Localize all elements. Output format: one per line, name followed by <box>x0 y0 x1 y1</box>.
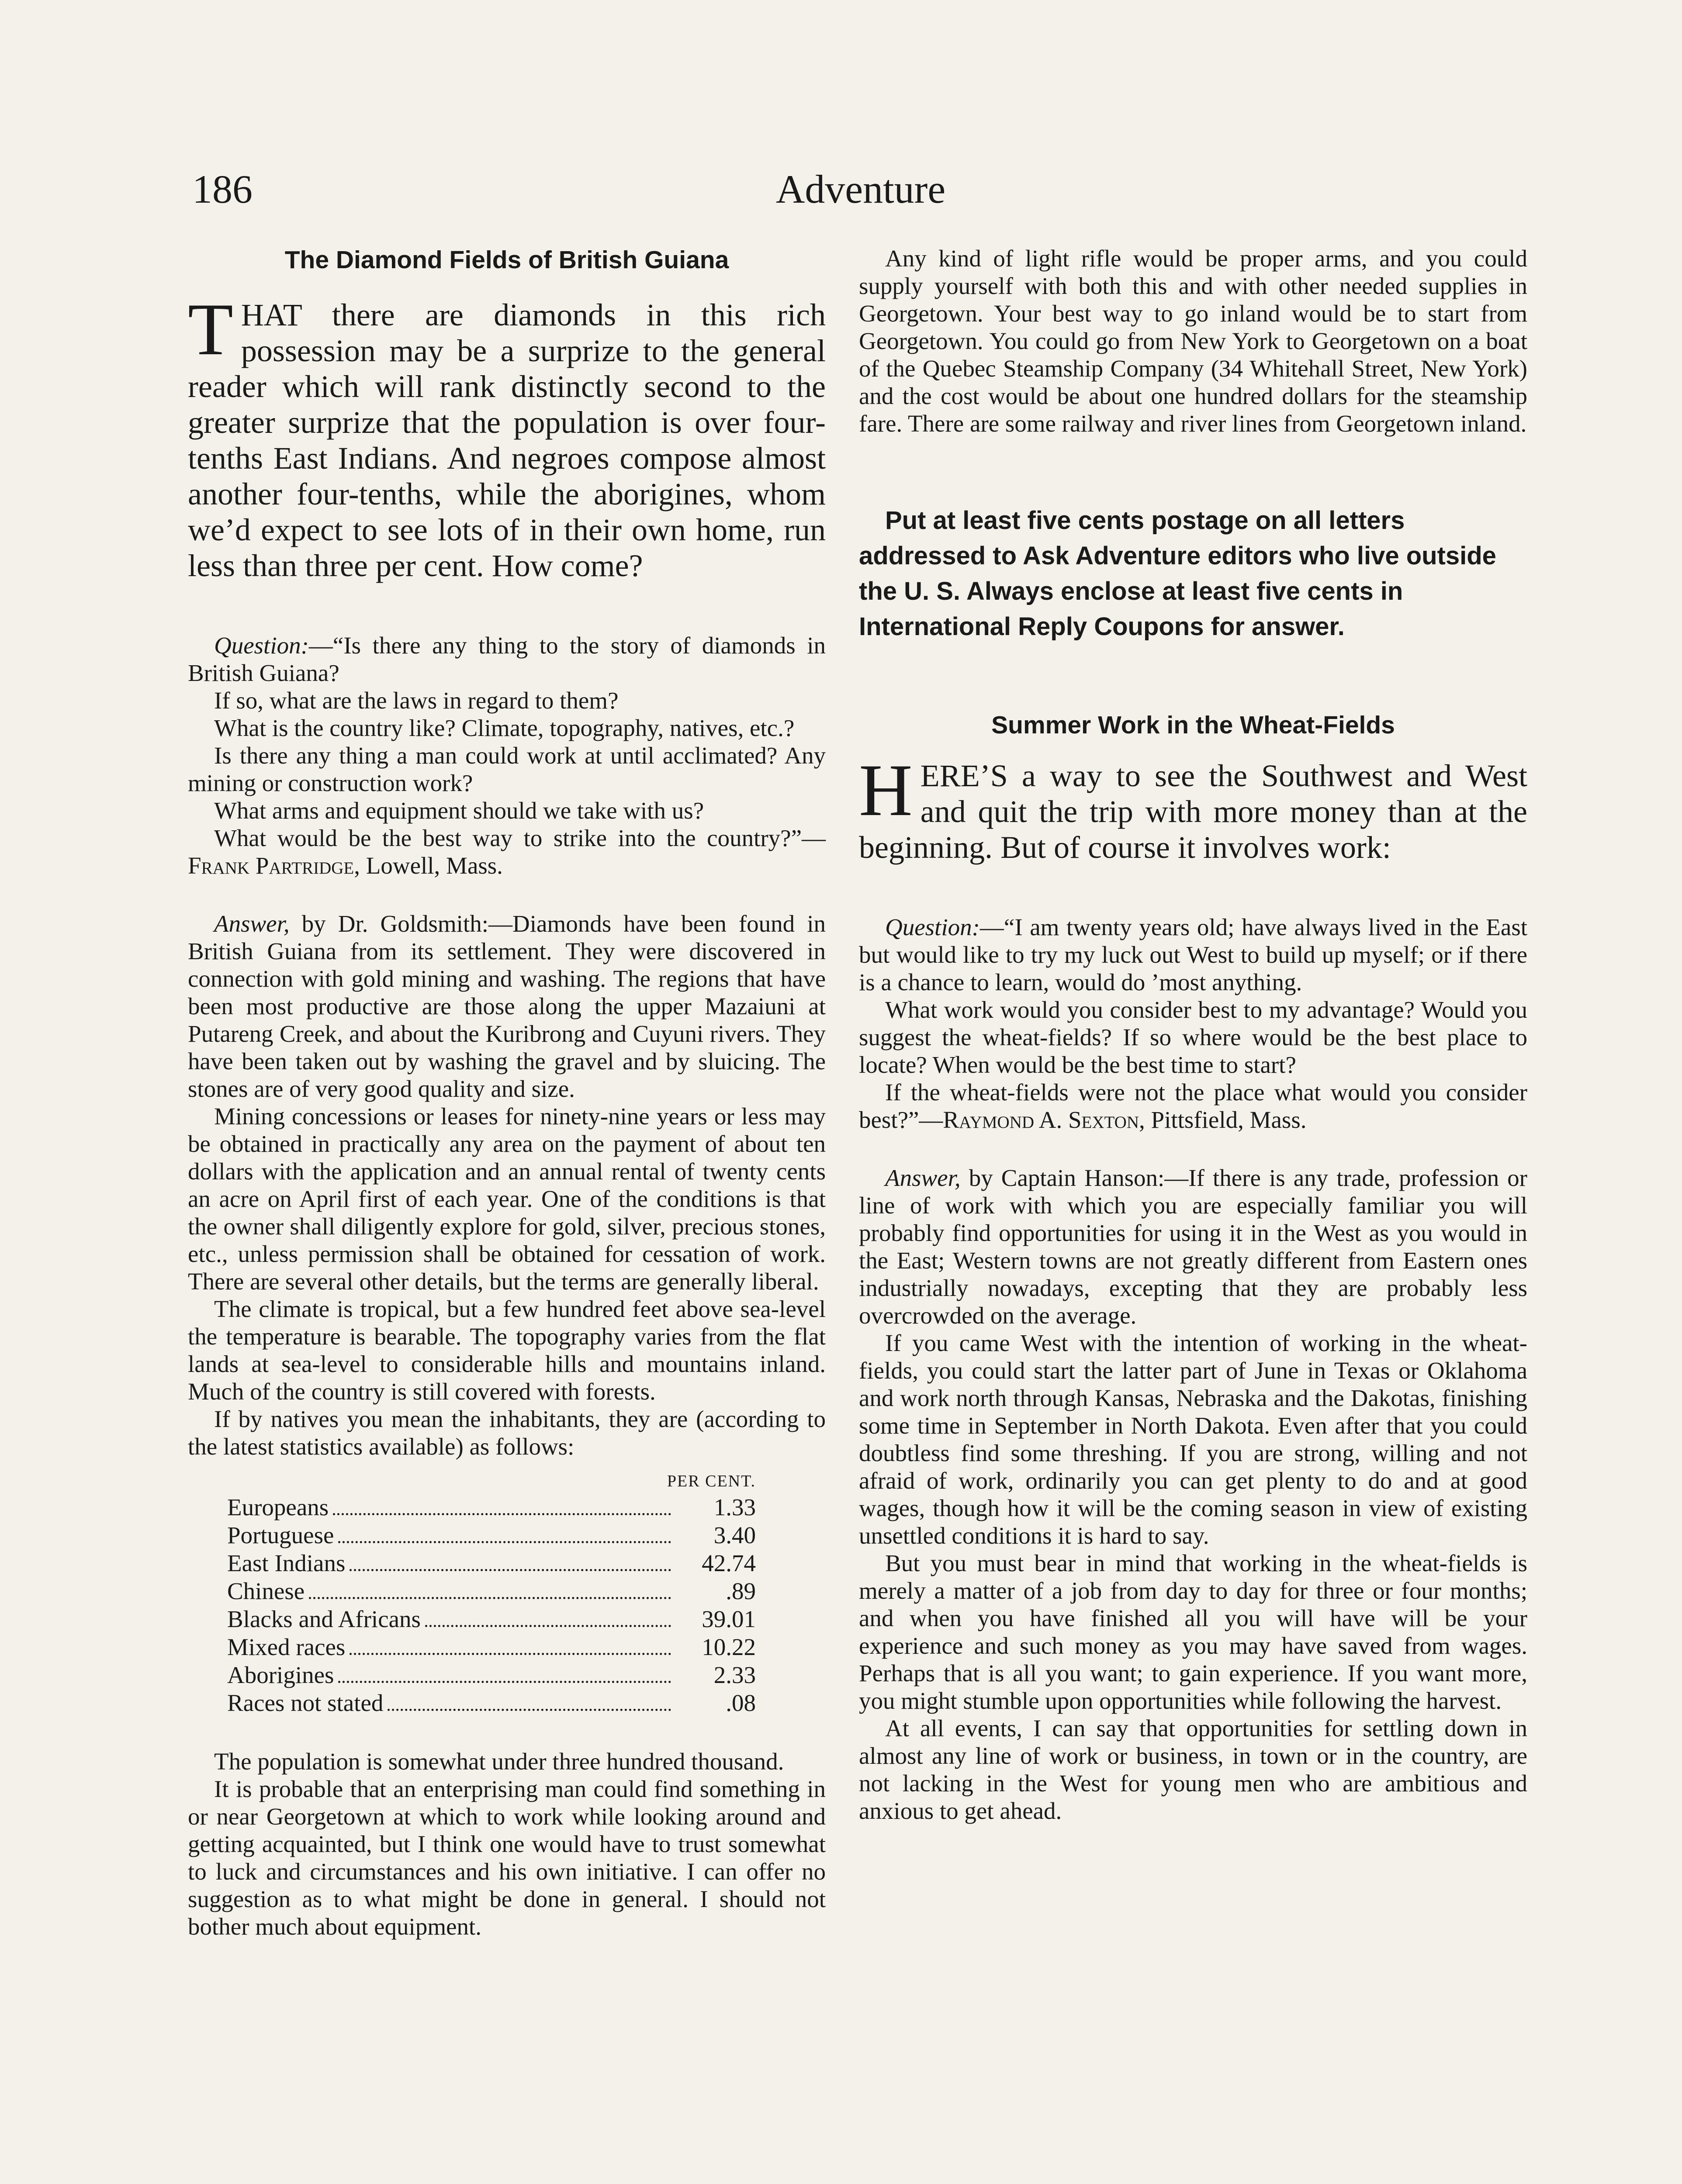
question-line: If the wheat-fields were not the place what would you consider best?”— <box>859 1079 1527 1133</box>
population-row <box>227 1549 756 1577</box>
page-number: 186 <box>192 167 253 211</box>
population-name: Races not stated <box>227 1690 384 1716</box>
answer-paragraph: But you must bear in mind that working in the wheat-fields is merely a matter of a job from day to day for three or four months; and when you have finished all you will have will be your experience and such money as you may have saved from wages. Perhaps that is all you want; to gain experience. If you want more, you might stumble upon opportunities while following the harvest. <box>859 1550 1527 1714</box>
population-value: 39.01 <box>702 1606 756 1632</box>
population-table-header: PER CENT. <box>667 1472 756 1490</box>
question-paragraph: Is there any thing a man could work at until acclimated? Any mining or construction work? <box>188 742 826 796</box>
population-row <box>227 1493 756 1521</box>
question-author: Frank Partridge <box>188 852 354 879</box>
population-name: Portuguese <box>227 1522 334 1548</box>
magazine-title: Adventure <box>775 167 946 211</box>
closing-paragraph: Any kind of light rifle would be proper arms, and you could supply yourself with both this and with other needed supplies in Georgetown. Your best way to go inland would be to start from Georgetown. You could go from New York to Georgetown on a boat of the Quebec Steamship Company (34 Whitehall Street, New York) and the cost would be about one hundred dollars for the steamship fare. There are some railway and river lines from Georgetown inland. <box>859 245 1527 437</box>
population-value: 10.22 <box>702 1634 756 1660</box>
question-paragraph: What arms and equipment should we take with us? <box>214 797 704 824</box>
population-name: East Indians <box>227 1550 346 1576</box>
postage-notice: Put at least five cents postage on all letters addressed to Ask Adventure editors who live outside the U. S. Always enclose at least five cents in International Reply Coupons for answer. <box>859 506 1496 641</box>
population-value: 3.40 <box>713 1522 756 1548</box>
answer-paragraph: The climate is tropical, but a few hundred feet above sea-level the temperature is bearable. The topography varies from the flat lands at sea-level to considerable hills and mountains inland. Much of the country is still covered with forests. <box>188 1296 826 1405</box>
answer-paragraph <box>859 1164 1527 1329</box>
intro-text: HAT there are diamonds in this rich possession may be a surprize to the general reader which will rank distinctly second to the greater surprize that the population is over four-tenths East Indians. And negroes compose almost another four-tenths, while the aborigines, whom we’d expect to see lots of in their own home, run less than three per cent. How come? <box>188 297 826 583</box>
question-author: Raymond A. Sexton <box>943 1106 1139 1133</box>
answer-label: Answer, <box>885 1165 961 1191</box>
answer-paragraph: At all events, I can say that opportunities for settling down in almost any line of work or business, in town or in the country, are not lacking in the West for young men who are ambitious and anxious to get ahead. <box>859 1715 1527 1824</box>
closing-paragraph: It is probable that an enterprising man could find something in or near Georgetown at which to work while looking around and getting acquainted, but I think one would have to trust somewhat to luck and circumstances and his own initiative. I can offer no suggestion as to what might be done in general. I should not bother much about equipment. <box>188 1776 826 1940</box>
leader-dots <box>425 1625 671 1627</box>
left-column <box>188 245 826 1940</box>
question-paragraph <box>188 632 826 687</box>
answer-paragraph <box>188 910 826 1102</box>
question-paragraph: If so, what are the laws in regard to them? <box>214 687 619 714</box>
question-label: Question: <box>885 914 980 940</box>
question-line: —“Is there any thing to the story of diamonds in British Guiana? <box>188 632 826 686</box>
question-location: , Pittsfield, Mass. <box>1139 1106 1307 1133</box>
population-row <box>227 1577 756 1605</box>
answer-paragraph: Mining concessions or leases for ninety-nine years or less may be obtained in practically any area on the payment of about ten dollars with the application and an annual rental of twenty cents an acre on April first of each year. One of the conditions is that the owner shall diligently explore for gold, silver, precious stones, etc., unless permission shall be obtained for cessation of work. There are several other details, but the terms are generally liberal. <box>188 1103 826 1295</box>
wheat-article-headline: Summer Work in the Wheat-Fields <box>991 711 1395 739</box>
answer-label: Answer, <box>214 910 290 937</box>
drop-cap: H <box>859 749 913 831</box>
closing-paragraph: The population is somewhat under three hundred thousand. <box>214 1748 784 1775</box>
population-row <box>227 1605 756 1633</box>
leader-dots <box>338 1681 671 1683</box>
answer-paragraph: If you came West with the intention of working in the wheat-fields, you could start the latter part of June in Texas or Oklahoma and work north through Kansas, Nebraska and the Dakotas, finishing some time in September in North Dakota. Even after that you could doubtless find some threshing. If you are strong, willing and not afraid of work, ordinarily you can get plenty to do and at good wages, though how it will be the coming season in view of existing unsettled conditions it is hard to say. <box>859 1330 1527 1549</box>
question-paragraph: What is the country like? Climate, topography, natives, etc.? <box>214 715 795 741</box>
population-value: 42.74 <box>702 1550 756 1576</box>
leader-dots <box>350 1569 671 1571</box>
answer-text: by Captain Hanson:—If there is any trade, profession or line of work with which you are especially familiar you will probably find opportunities for using it in the West as you would in the East; Western towns are not greatly different from Eastern ones industrially nowadays, excepting that they are probably less overcrowded on the average. <box>859 1165 1527 1329</box>
wheat-article-intro <box>859 749 1527 865</box>
population-name: Europeans <box>227 1494 329 1521</box>
question-paragraph <box>859 913 1527 996</box>
population-name: Chinese <box>227 1578 305 1604</box>
question-line: What would be the best way to strike into the country?”— <box>214 825 826 851</box>
question-paragraph <box>859 1078 1527 1133</box>
question-paragraph: What work would you consider best to my advantage? Would you suggest the wheat-fields? If so where would be the best place to locate? When would be the best time to start? <box>859 996 1527 1078</box>
population-name: Blacks and Africans <box>227 1606 421 1632</box>
population-row <box>227 1689 756 1717</box>
question-paragraph <box>188 824 826 879</box>
drop-cap: T <box>188 288 233 370</box>
population-value: 1.33 <box>713 1494 756 1521</box>
question-location: , Lowell, Mass. <box>354 852 503 879</box>
intro-text: ERE’S a way to see the Southwest and West and quit the trip with more money than at the beginning. But of course it involves work: <box>859 758 1527 865</box>
answer-text: by Dr. Goldsmith:—Diamonds have been found in British Guiana from its settlement. They were discovered in connection with gold mining and washing. The regions that have been most productive are those along the upper Mazaiuni at Putareng Creek, and about the Kuribrong and Cuyuni rivers. They have been taken out by washing the gravel and by sluicing. The stones are of very good quality and size. <box>188 910 826 1102</box>
population-name: Aborigines <box>227 1662 334 1688</box>
population-row <box>227 1633 756 1661</box>
running-head <box>192 166 1529 227</box>
population-name: Mixed races <box>227 1634 346 1660</box>
right-column <box>859 245 1527 1825</box>
diamond-article-intro <box>188 288 826 584</box>
population-value: 2.33 <box>713 1662 756 1688</box>
population-row <box>227 1661 756 1689</box>
question-line: —“I am twenty years old; have always lived in the East but would like to try my luck out West to build up myself; or if there is a chance to learn, would do ’most anything. <box>859 914 1527 995</box>
population-value: .89 <box>726 1578 756 1604</box>
diamond-article-headline: The Diamond Fields of British Guiana <box>284 246 729 274</box>
leader-dots <box>333 1513 671 1515</box>
population-table <box>227 1469 756 1717</box>
population-value: .08 <box>726 1690 756 1716</box>
leader-dots <box>388 1709 671 1711</box>
answer-paragraph: If by natives you mean the inhabitants, they are (according to the latest statistics available) as follows: <box>188 1406 826 1460</box>
population-row <box>227 1521 756 1549</box>
leader-dots <box>309 1597 671 1599</box>
leader-dots <box>338 1541 671 1543</box>
leader-dots <box>350 1653 671 1655</box>
question-label: Question: <box>214 632 309 659</box>
